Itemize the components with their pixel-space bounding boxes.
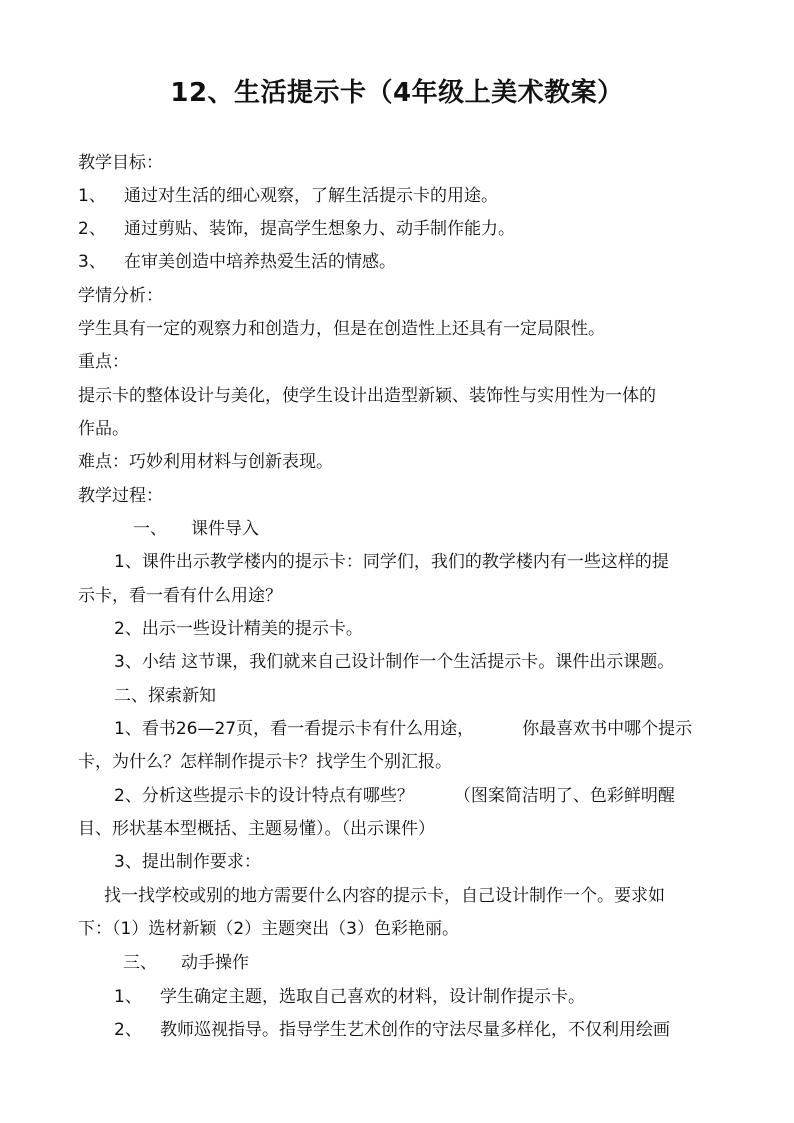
paragraph-line: 找一找学校或别的地方需要什么内容的提示卡，自己设计制作一个。要求如 [104,886,665,906]
list-item-text: 学生确定主题，选取自己喜欢的材料，设计制作提示卡。 [160,987,585,1007]
section-heading [123,951,249,975]
objective-item [78,184,498,208]
difficulty-text: 难点：巧妙利用材料与创新表现。 [78,452,333,472]
paragraph-line: 卡，为什么？怎样制作提示卡？找学生个别汇报。 [78,752,452,772]
key-text: 提示卡的整体设计与美化，使学生设计出造型新颖、装饰性与实用性为一体的 [78,386,656,406]
list-item [114,1018,670,1042]
list-item-text: 教师巡视指导。指导学生艺术创作的守法尽量多样化，不仅利用绘画 [160,1020,670,1040]
section-title: 课件导入 [191,519,259,539]
document-title: 12、生活提示卡（4年级上美术教案） [170,78,624,108]
paragraph-line: 3、小结 这节课，我们就来自己设计制作一个生活提示卡。课件出示课题。 [114,652,675,672]
key-heading: 重点： [78,352,129,372]
analysis-heading: 学情分析： [78,286,163,306]
list-item-number: 2、 [114,1020,142,1040]
paragraph-line [114,717,692,741]
process-heading: 教学过程： [78,486,163,506]
paragraph-line: 下：（1）选材新颖（2）主题突出（3）色彩艳丽。 [78,919,459,939]
list-item-number: 1、 [114,987,142,1007]
paragraph-line: 目、形状基本型概括、主题易懂）。（出示课件） [78,819,435,839]
objective-number: 3、 [78,252,106,272]
paragraph-line: 1、课件出示教学楼内的提示卡：同学们，我们的教学楼内有一些这样的提 [114,552,669,572]
objective-item [78,250,396,274]
section-number: 一、 [133,519,167,539]
section-number: 三、 [123,953,157,973]
key-text: 作品。 [78,419,129,439]
paragraph-segment: （图案简洁明了、色彩鲜明醒 [453,786,675,806]
section-heading [133,517,259,541]
section-title: 动手操作 [181,953,249,973]
paragraph-segment: 1、看书26—27页，看一看提示卡有什么用途， [114,719,475,739]
list-item [114,985,585,1009]
objective-number: 2、 [78,219,106,239]
analysis-text: 学生具有一定的观察力和创造力，但是在创造性上还具有一定局限性。 [78,319,605,339]
paragraph-line: 3、提出制作要求： [114,852,261,872]
paragraph-line: 2、出示一些设计精美的提示卡。 [114,619,363,639]
objective-text: 通过剪贴、装饰，提高学生想象力、动手制作能力。 [124,219,515,239]
objectives-heading: 教学目标： [78,153,163,173]
paragraph-segment: 2、分析这些提示卡的设计特点有哪些？ [114,786,414,806]
paragraph-segment: 你最喜欢书中哪个提示 [522,719,693,739]
objective-text: 在审美创造中培养热爱生活的情感。 [124,252,396,272]
paragraph-line: 示卡，看一看有什么用途？ [78,586,282,606]
objective-item [78,217,515,241]
paragraph-line [114,784,675,808]
objective-text: 通过对生活的细心观察，了解生活提示卡的用途。 [124,186,498,206]
objective-number: 1、 [78,186,106,206]
section-heading: 二、探索新知 [114,686,216,706]
